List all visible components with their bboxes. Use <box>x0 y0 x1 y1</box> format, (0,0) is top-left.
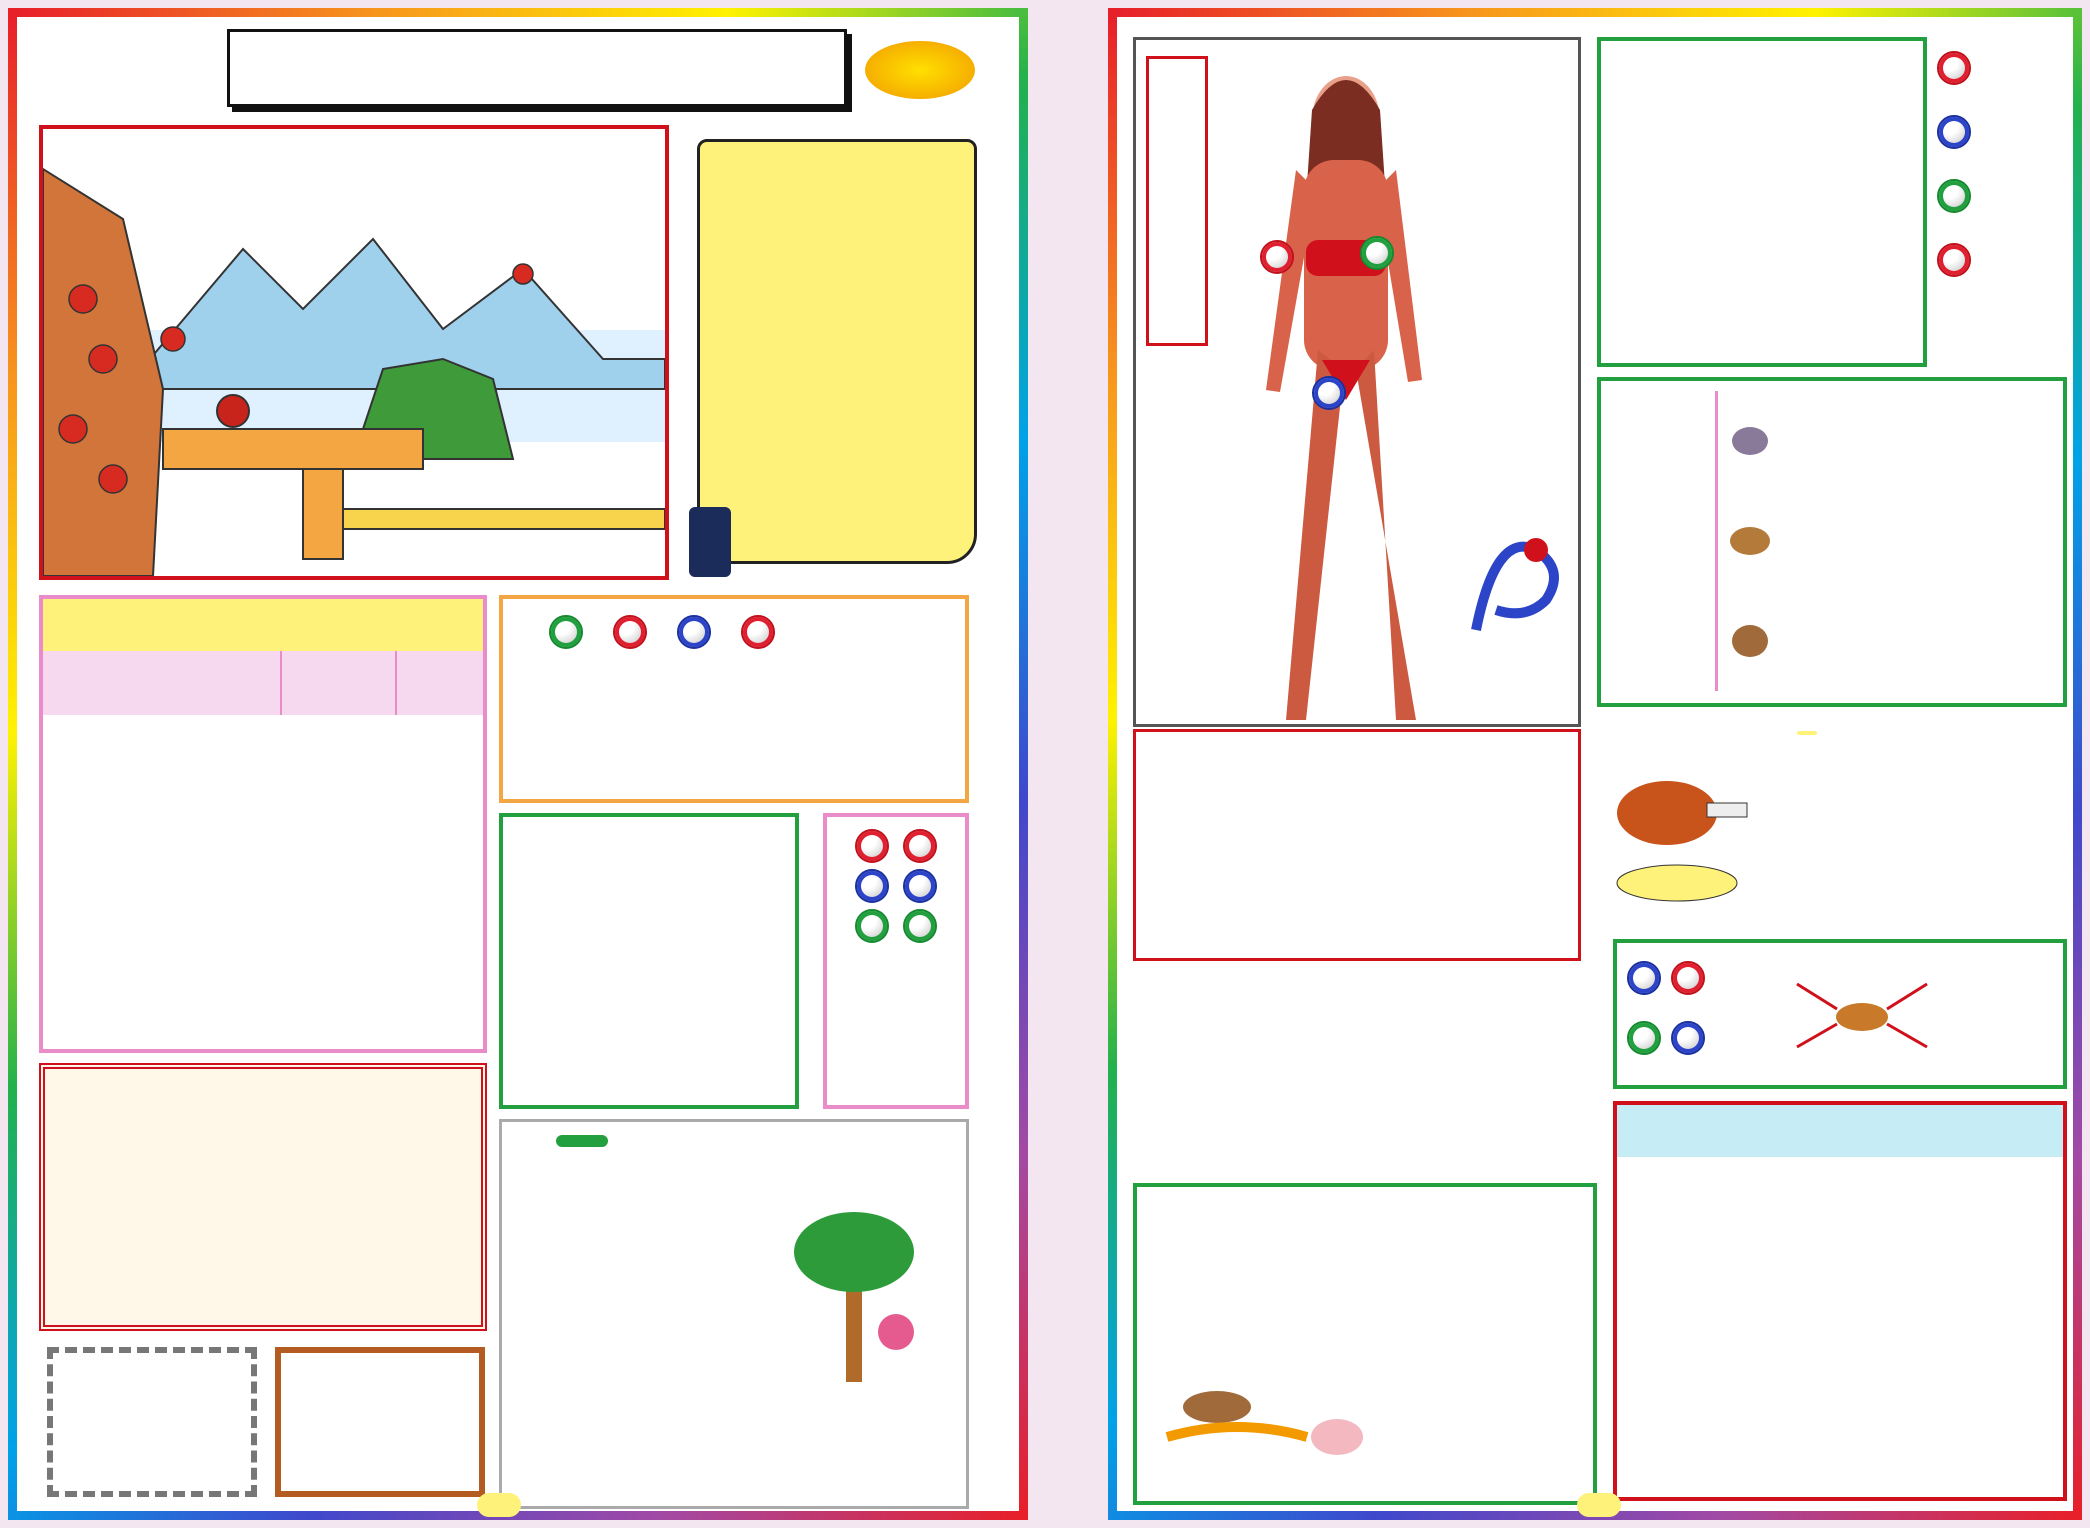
waves-panel <box>823 813 969 1109</box>
trend-panel <box>39 595 487 1053</box>
history-rows <box>1617 1157 2063 1169</box>
history-panel <box>1613 1101 2067 1501</box>
bisheng-panel <box>1597 377 2067 707</box>
ink-bottle <box>689 507 731 577</box>
page-number <box>477 1493 521 1517</box>
number-ball <box>1937 179 1971 213</box>
animal-icons <box>1725 411 1775 671</box>
col-header <box>281 651 397 715</box>
poem-panel <box>717 817 813 1107</box>
right-page <box>1108 8 2082 1520</box>
number-ball <box>903 869 937 903</box>
history-header <box>1617 1105 2063 1157</box>
col-header <box>396 651 483 715</box>
joke-panel <box>499 1119 969 1509</box>
xinyu-panel <box>1133 729 1581 961</box>
tou-panel <box>499 595 969 803</box>
page-number <box>1577 1493 1621 1517</box>
number-ball <box>903 909 937 943</box>
shensuan-balls <box>1937 51 1987 277</box>
buy-odd-box <box>275 1347 485 1497</box>
joke-title <box>556 1135 608 1147</box>
lucky-panel <box>39 1063 487 1331</box>
scroll-poem <box>874 160 904 500</box>
left-page <box>8 8 1028 1520</box>
number-ball <box>1671 961 1705 995</box>
number-ball <box>855 829 889 863</box>
number-ball <box>1312 376 1346 410</box>
animal-illustration <box>1157 1367 1387 1487</box>
trend-title <box>43 599 483 651</box>
model-figure <box>1226 50 1466 740</box>
shensuan-panel <box>1597 37 1927 367</box>
landscape-svg <box>43 129 665 576</box>
number-ball <box>855 869 889 903</box>
issue-badge <box>865 41 975 99</box>
tou-line <box>519 615 949 649</box>
number-ball <box>1937 243 1971 277</box>
number-ball <box>1671 1021 1705 1055</box>
number-ball <box>677 615 711 649</box>
col-header <box>43 651 281 715</box>
landscape-illustration <box>39 125 669 580</box>
number-ball <box>741 615 775 649</box>
cartoon-tree <box>786 1202 936 1392</box>
number-ball <box>613 615 647 649</box>
buy-size-box <box>47 1347 257 1497</box>
number-ball <box>1937 51 1971 85</box>
page-title <box>227 29 847 107</box>
number-ball <box>1260 240 1294 274</box>
trend-table <box>43 651 483 715</box>
recipe-dish <box>1797 731 1817 735</box>
number-ball <box>1627 961 1661 995</box>
tiger-icon <box>1787 979 1937 1049</box>
scroll-panel <box>697 139 977 564</box>
dragon-icon <box>1456 510 1576 650</box>
number-ball <box>549 615 583 649</box>
number-ball <box>1627 1021 1661 1055</box>
number-ball <box>903 829 937 863</box>
number-ball <box>1360 236 1394 270</box>
shengxiao-panel <box>1133 1183 1597 1505</box>
header <box>27 25 1017 113</box>
recipe-panel <box>1597 717 2067 927</box>
number-ball <box>855 909 889 943</box>
number-ball <box>1937 115 1971 149</box>
vertical-title-box <box>1146 56 1208 346</box>
jingxuan-panel <box>1613 939 2067 1089</box>
food-illustration <box>1607 773 1757 913</box>
model-panel <box>1133 37 1581 727</box>
mengliao-panel <box>1133 971 1581 1171</box>
